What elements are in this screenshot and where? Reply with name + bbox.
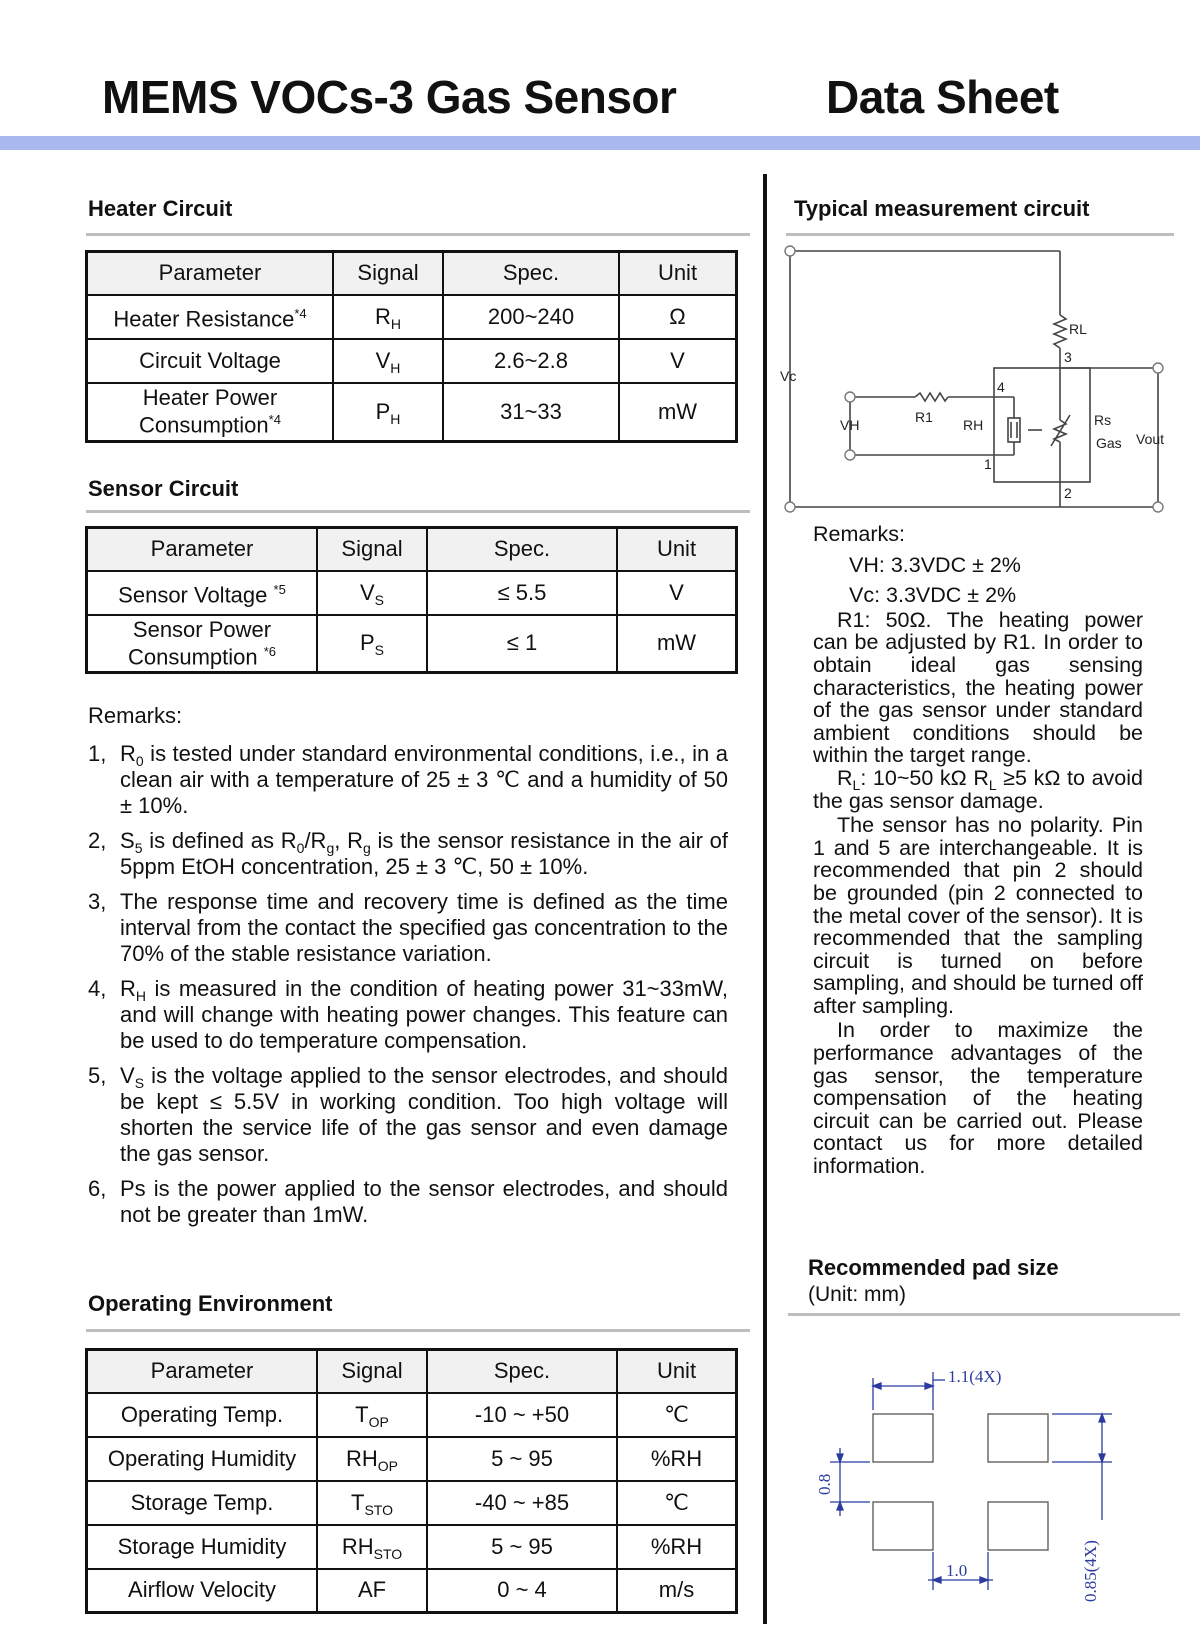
label-pin3: 3 (1064, 349, 1072, 365)
col-spec: Spec. (427, 528, 617, 571)
param-cell: Storage Temp. (87, 1481, 318, 1525)
pad-rule (788, 1313, 1180, 1316)
list-item: 5, $V_S$ is the voltage applied to the sensor electrodes, and should be kept ≤ 5.5V in working condition. Too high voltage will shorten the service life of the gas sensor and even damage the gas sensor. (88, 1063, 728, 1166)
signal-cell: $P_S$ (317, 615, 427, 673)
table-row (87, 339, 737, 383)
col-signal: Signal (333, 252, 443, 295)
unit-cell: ℃ (617, 1481, 737, 1525)
unit-cell: V (617, 571, 737, 615)
label-rl: RL (1069, 321, 1087, 337)
unit-cell: V (619, 339, 737, 383)
table-row (87, 1481, 737, 1525)
spec-cell: 2.6~2.8 (443, 339, 619, 383)
heater-table (85, 250, 738, 443)
circuit-remarks-heading: Remarks: (813, 522, 905, 546)
param-cell: Circuit Voltage (87, 339, 334, 383)
param-cell: Storage Humidity (87, 1525, 318, 1569)
table-row (87, 1437, 737, 1481)
signal-cell: $RH_{STO}$ (317, 1525, 427, 1569)
label-rh: RH (963, 417, 984, 433)
spec-cell: 0 ~ 4 (427, 1569, 617, 1613)
label-pin1: 1 (984, 456, 992, 472)
signal-cell: AF (317, 1569, 427, 1613)
pad-bottom-right (988, 1502, 1048, 1550)
remarks-section (88, 703, 728, 1237)
pad-top-right (988, 1414, 1048, 1462)
col-spec: Spec. (443, 252, 619, 295)
signal-cell: $R_H$ (333, 295, 443, 339)
spec-cell: 200~240 (443, 295, 619, 339)
pad-unit: (Unit: mm) (808, 1283, 906, 1306)
table-header-row (87, 1350, 737, 1393)
col-unit: Unit (617, 528, 737, 571)
param-cell: Sensor Power Consumption $^{*6}$ (87, 615, 318, 673)
heater-circuit-title: Heater Circuit (88, 196, 233, 221)
dim-top-label: 1.1(4X) (948, 1367, 1002, 1386)
vc-spec: Vc: 3.3VDC ± 2% (849, 583, 1017, 608)
operating-rule (86, 1329, 750, 1332)
spec-cell: -10 ~ +50 (427, 1393, 617, 1437)
rl-note: $R_L$: 10~50 kΩ $R_L \ge 5$ kΩ to avoid the gas sensor damage. (813, 765, 1143, 813)
table-row (87, 1393, 737, 1437)
label-rs: Rs (1094, 412, 1112, 428)
signal-cell: $RH_{OP}$ (317, 1437, 427, 1481)
remarks-heading: Remarks: (88, 703, 183, 728)
dim-bottom-label: 1.0 (946, 1561, 968, 1580)
signal-cell: $P_H$ (333, 383, 443, 442)
spec-cell: ≤ 1 (427, 615, 617, 673)
signal-cell: $V_S$ (317, 571, 427, 615)
compensation-note: In order to maximize the performance advantages of the gas sensor, the temperature compensation of the heating circuit can be carried out. Please contact us for more detailed information. (813, 1018, 1143, 1179)
param-cell: Operating Temp. (87, 1393, 318, 1437)
table-row (87, 571, 737, 615)
pad-bottom-left (873, 1502, 933, 1550)
signal-cell: $V_H$ (333, 339, 443, 383)
spec-cell: 5 ~ 95 (427, 1525, 617, 1569)
list-item: 2, $S_5$ is defined as $R_0/R_g$, $R_g$ is the sensor resistance in the air of 5ppm EtOH concentration, 25 ± 3 ℃, 50 ± 10%. (88, 828, 728, 879)
unit-cell: Ω (619, 295, 737, 339)
param-cell: Heater Power Consumption$^{*4}$ (87, 383, 334, 442)
r1-note: R1: 50Ω. The heating power can be adjusted by R1. In order to obtain ideal gas sensing characteristics, the heating power of the gas sensor under standard ambient conditions should be within the target range. (813, 607, 1143, 768)
unit-cell: m/s (617, 1569, 737, 1613)
param-cell: Heater Resistance$^{*4}$ (87, 295, 334, 339)
spec-cell: -40 ~ +85 (427, 1481, 617, 1525)
pad-size-title: Recommended pad size (808, 1255, 1059, 1280)
spec-cell: 31~33 (443, 383, 619, 442)
spec-cell: ≤ 5.5 (427, 571, 617, 615)
unit-cell: mW (619, 383, 737, 442)
sensor-table (85, 526, 738, 674)
signal-cell: $T_{OP}$ (317, 1393, 427, 1437)
sensor-rule (86, 510, 750, 513)
table-row (87, 1525, 737, 1569)
unit-cell: %RH (617, 1525, 737, 1569)
unit-cell: ℃ (617, 1393, 737, 1437)
unit-cell: %RH (617, 1437, 737, 1481)
col-parameter: Parameter (87, 528, 318, 571)
col-signal: Signal (317, 1350, 427, 1393)
measurement-circuit-title: Typical measurement circuit (794, 196, 1090, 221)
col-signal: Signal (317, 528, 427, 571)
header-bar (0, 136, 1200, 150)
vh-spec: VH: 3.3VDC ± 2% (849, 552, 1021, 577)
heater-rule (86, 233, 750, 236)
col-parameter: Parameter (87, 252, 334, 295)
label-pin4: 4 (997, 379, 1005, 395)
circuit-rule (786, 233, 1174, 236)
circuit-remarks (813, 523, 1143, 1178)
label-pin2: 2 (1064, 485, 1072, 501)
pad-size-drawing (800, 1340, 1140, 1610)
operating-table (85, 1348, 738, 1614)
spec-cell: 5 ~ 95 (427, 1437, 617, 1481)
polarity-note: The sensor has no polarity. Pin 1 and 5 are interchangeable. It is recommended that pin 2 should be grounded (pin 2 connected to the metal cover of the sensor). It is recommended that the sampling circuit is turned on before sampling, and should be turned off after sampling. (813, 813, 1143, 1018)
list-item: 6, Ps is the power applied to the sensor electrodes, and should not be greater than 1mW. (88, 1176, 728, 1227)
pad-top-left (873, 1414, 933, 1462)
table-row (87, 383, 737, 442)
dim-left-label: 0.8 (815, 1473, 834, 1495)
document-title: MEMS VOCs-3 Gas Sensor (102, 71, 677, 123)
col-unit: Unit (617, 1350, 737, 1393)
table-row (87, 295, 737, 339)
list-item: 4, $R_H$ is measured in the condition of heating power 31~33mW, and will change with heating power changes. This feature can be used to do temperature compensation. (88, 976, 728, 1053)
label-r1: R1 (915, 409, 933, 425)
unit-cell: mW (617, 615, 737, 673)
measurement-circuit-diagram (780, 240, 1180, 520)
param-cell: Operating Humidity (87, 1437, 318, 1481)
label-vh: VH (840, 417, 860, 433)
list-item: 3, The response time and recovery time is defined as the time interval from the contact the specified gas concentration to the 70% of the stable resistance variation. (88, 889, 728, 966)
col-unit: Unit (619, 252, 737, 295)
label-gas: Gas (1096, 435, 1122, 451)
table-row (87, 1569, 737, 1613)
table-header-row (87, 252, 737, 295)
column-divider (763, 174, 767, 1624)
table-row (87, 615, 737, 673)
col-parameter: Parameter (87, 1350, 318, 1393)
signal-cell: $T_{STO}$ (317, 1481, 427, 1525)
sensor-circuit-title: Sensor Circuit (88, 476, 239, 501)
operating-environment-title: Operating Environment (88, 1291, 333, 1316)
label-vout: Vout (1136, 431, 1165, 447)
dim-right-label: 0.85(4X) (1081, 1540, 1100, 1602)
remarks-list (88, 741, 728, 1228)
table-header-row (87, 528, 737, 571)
param-cell: Airflow Velocity (87, 1569, 318, 1613)
label-vc: Vc (780, 368, 797, 384)
param-cell: Sensor Voltage $^{*5}$ (87, 571, 318, 615)
data-sheet-label: Data Sheet (826, 71, 1059, 123)
col-spec: Spec. (427, 1350, 617, 1393)
list-item: 1, $R_0$ is tested under standard environmental conditions, i.e., in a clean air with a temperature of 25 ± 3 ℃ and a humidity of 50 ± 10%. (88, 741, 728, 818)
